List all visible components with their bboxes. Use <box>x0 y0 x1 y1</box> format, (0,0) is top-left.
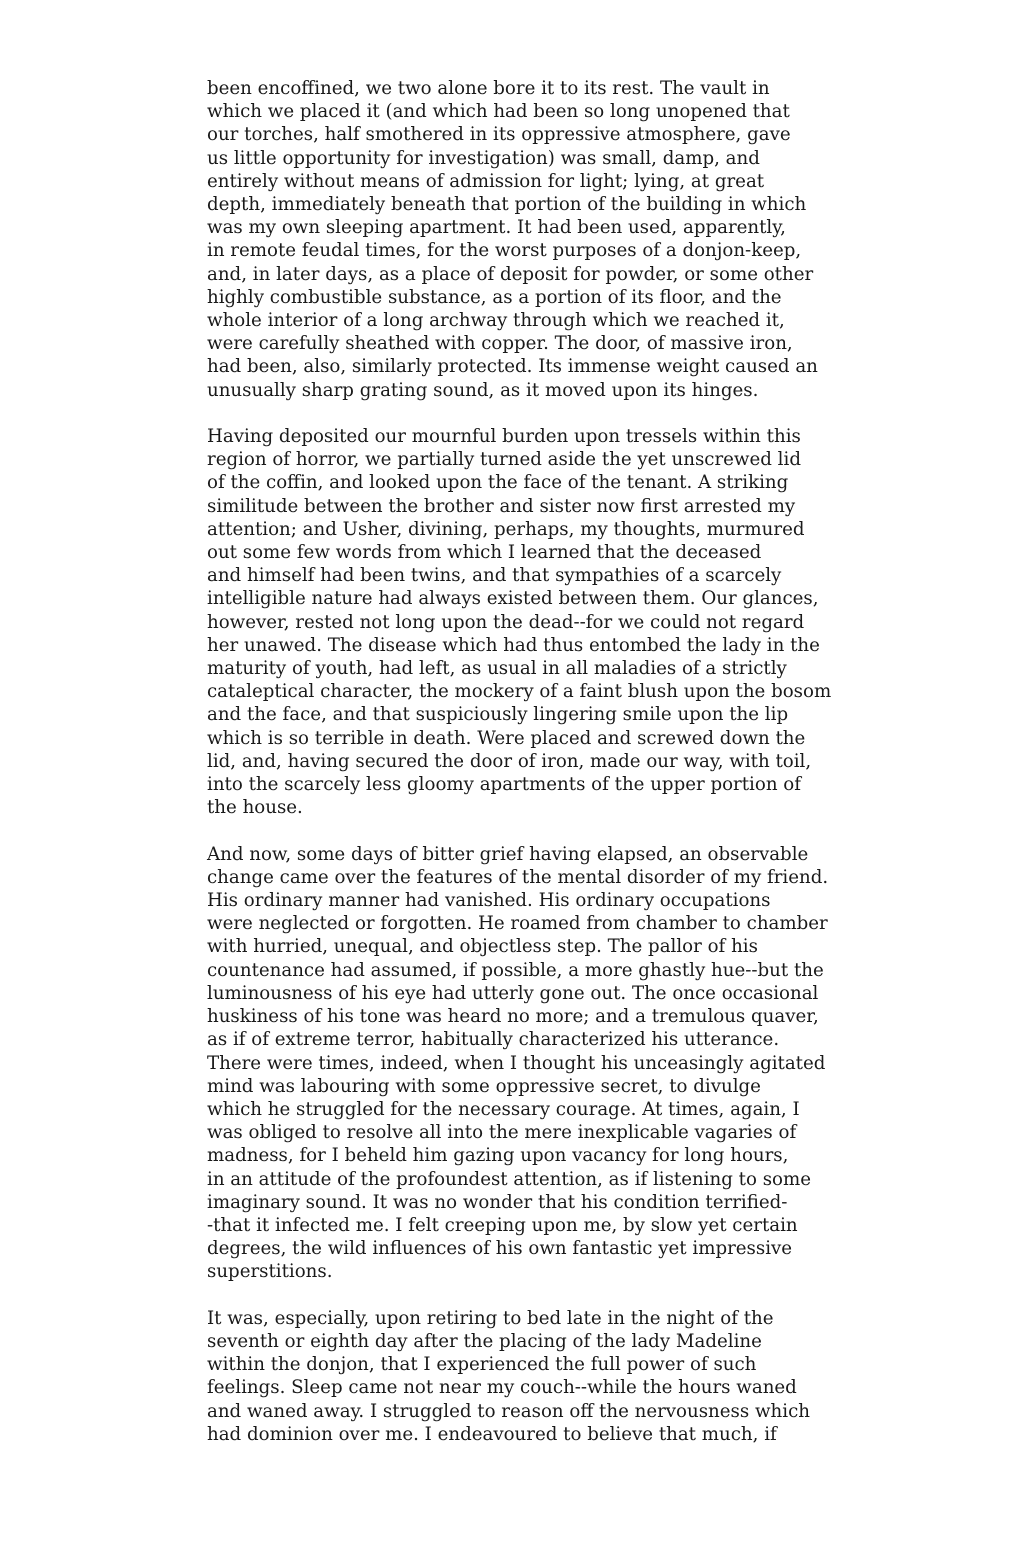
document-page <box>207 77 847 1446</box>
paragraph-4 <box>207 1307 847 1446</box>
text-line: which we placed it (and which had been so long unopened that <box>207 101 790 123</box>
paragraph-3 <box>207 843 847 1284</box>
text-line: and himself had been twins, and that sympathies of a scarcely <box>207 565 782 587</box>
text-line: luminousness of his eye had utterly gone out. The once occasional <box>207 982 819 1004</box>
text-line: whole interior of a long archway through which we reached it, <box>207 310 785 332</box>
text-line: of the coffin, and looked upon the face of the tenant. A striking <box>207 472 789 494</box>
text-line: which he struggled for the necessary courage. At times, again, I <box>207 1098 800 1120</box>
text-line: And now, some days of bitter grief having elapsed, an observable <box>207 843 809 865</box>
text-line: however, rested not long upon the dead--for we could not regard <box>207 611 805 633</box>
text-line: the house. <box>207 797 303 819</box>
text-line: was obliged to resolve all into the mere inexplicable vagaries of <box>207 1122 797 1144</box>
text-line: in an attitude of the profoundest attention, as if listening to some <box>207 1168 812 1190</box>
text-line: attention; and Usher, divining, perhaps, my thoughts, murmured <box>207 518 805 540</box>
text-line: and, in later days, as a place of deposit for powder, or some other <box>207 263 814 285</box>
text-line: and waned away. I struggled to reason off the nervousness which <box>207 1400 810 1422</box>
text-line: were carefully sheathed with copper. The door, of massive iron, <box>207 333 793 355</box>
text-line: huskiness of his tone was heard no more; and a tremulous quaver, <box>207 1006 819 1028</box>
text-line: It was, especially, upon retiring to bed late in the night of the <box>207 1307 774 1329</box>
text-line: degrees, the wild influences of his own fantastic yet impressive <box>207 1238 793 1260</box>
text-line: There were times, indeed, when I thought his unceasingly agitated <box>207 1052 826 1074</box>
text-line: with hurried, unequal, and objectless step. The pallor of his <box>207 936 758 958</box>
text-line: been encoffined, we two alone bore it to its rest. The vault in <box>207 78 770 99</box>
text-line: maturity of youth, had left, as usual in all maladies of a strictly <box>207 658 787 680</box>
paragraph-1 <box>207 77 847 402</box>
text-line: into the scarcely less gloomy apartments of the upper portion of <box>207 774 801 796</box>
text-line: entirely without means of admission for light; lying, at great <box>207 170 765 192</box>
text-line: her unawed. The disease which had thus entombed the lady in the <box>207 634 820 656</box>
text-line: region of horror, we partially turned aside the yet unscrewed lid <box>207 449 801 471</box>
text-line: countenance had assumed, if possible, a more ghastly hue--but the <box>207 959 824 981</box>
text-line: us little opportunity for investigation) was small, damp, and <box>207 147 760 169</box>
text-line: highly combustible substance, as a portion of its floor, and the <box>207 286 782 308</box>
text-line: were neglected or forgotten. He roamed from chamber to chamber <box>207 913 828 935</box>
text-line: as if of extreme terror, habitually characterized his utterance. <box>207 1029 780 1051</box>
paragraph-2 <box>207 425 847 819</box>
text-line: had been, also, similarly protected. Its immense weight caused an <box>207 356 818 378</box>
text-line: in remote feudal times, for the worst purposes of a donjon-keep, <box>207 240 802 262</box>
text-line: out some few words from which I learned that the deceased <box>207 542 762 564</box>
text-line: mind was labouring with some oppressive secret, to divulge <box>207 1075 761 1097</box>
text-line: which is so terrible in death. Were placed and screwed down the <box>207 727 806 749</box>
text-line: superstitions. <box>207 1261 333 1283</box>
text-line: had dominion over me. I endeavoured to believe that much, if <box>207 1423 777 1445</box>
text-line: unusually sharp grating sound, as it moved upon its hinges. <box>207 379 759 401</box>
text-line: -that it infected me. I felt creeping upon me, by slow yet certain <box>207 1214 798 1236</box>
text-line: and the face, and that suspiciously lingering smile upon the lip <box>207 704 789 726</box>
text-line: feelings. Sleep came not near my couch--while the hours waned <box>207 1377 797 1399</box>
text-line: cataleptical character, the mockery of a faint blush upon the bosom <box>207 681 832 703</box>
text-line: lid, and, having secured the door of iron, made our way, with toil, <box>207 750 812 772</box>
text-line: depth, immediately beneath that portion of the building in which <box>207 194 807 216</box>
text-line: madness, for I beheld him gazing upon vacancy for long hours, <box>207 1145 789 1167</box>
text-line: His ordinary manner had vanished. His ordinary occupations <box>207 890 771 912</box>
text-line: change came over the features of the mental disorder of my friend. <box>207 866 829 888</box>
text-line: imaginary sound. It was no wonder that his condition terrified- <box>207 1191 788 1213</box>
text-line: was my own sleeping apartment. It had been used, apparently, <box>207 217 786 239</box>
text-line: within the donjon, that I experienced the full power of such <box>207 1354 757 1376</box>
text-line: seventh or eighth day after the placing of the lady Madeline <box>207 1330 762 1352</box>
text-line: similitude between the brother and sister now first arrested my <box>207 495 796 517</box>
text-line: our torches, half smothered in its oppressive atmosphere, gave <box>207 124 791 146</box>
text-line: Having deposited our mournful burden upon tressels within this <box>207 426 801 448</box>
text-line: intelligible nature had always existed between them. Our glances, <box>207 588 819 610</box>
